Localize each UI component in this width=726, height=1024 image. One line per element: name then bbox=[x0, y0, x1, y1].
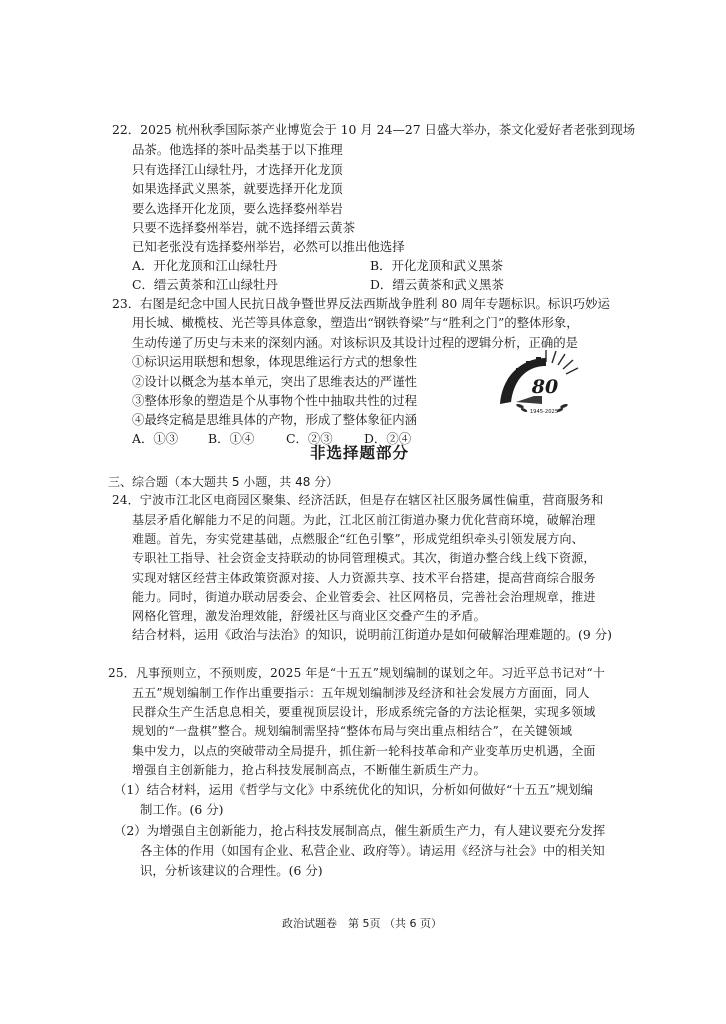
section-title: 非选择题部分 bbox=[310, 444, 410, 462]
q23-stem-line3: 生动传递了历史与未来的深刻内涵。对该标识及其设计过程的逻辑分析，正确的是 bbox=[132, 335, 579, 350]
q24-material-line5: 实现对辖区经营主体政策资源对接、人力资源共享、技术平台搭建，提高营商综合服务 bbox=[132, 571, 596, 585]
page-footer: 政治试题卷 第 5页 （共 6 页） bbox=[282, 917, 442, 930]
q23-stem-line1: 23．右图是纪念中国人民抗日战争暨世界反法西斯战争胜利 80 周年专题标识。标识巧妙运 bbox=[112, 296, 610, 311]
q24-material-line7: 网格化管理，激发治理效能，舒缓社区与商业区交叠产生的矛盾。 bbox=[132, 609, 486, 623]
q25-sub2-line2: 各主体的作用（如国有企业、私营企业、政府等）。请运用《经济与社会》中的相关知 bbox=[140, 843, 605, 858]
q24-material-line3: 难题。首先，夯实党建基础，点燃服企“红色引擎”，形成党组织牵头引领发展方向、 bbox=[132, 532, 584, 546]
q22-premise-4: 只要不选择婺州举岩，就不选择缙云黄茶 bbox=[132, 220, 356, 235]
q22-premise-2: 如果选择武义黑茶，就要选择开化龙顶 bbox=[132, 181, 343, 196]
q24-material-line4: 专职社工指导、社会资金支持联动的协同管理模式。其次，街道办整合线上线下资源， bbox=[132, 551, 596, 565]
q22-stem-line2: 品茶。他选择的茶叶品类基于以下推理 bbox=[132, 142, 343, 157]
q22-option-b: B．开化龙顶和武义黑茶 bbox=[370, 258, 504, 273]
q23-statement-1: ①标识运用联想和想象，体现思维运行方式的想象性 bbox=[132, 354, 417, 369]
q24-material-line6: 能力。同时，街道办联动居委会、企业管委会、社区网格员，完善社会治理规章，推进 bbox=[132, 590, 596, 604]
q25-material-line3: 民群众生产生活息息相关，要重视顶层设计，形成系统完备的方法论框架，实现多领域 bbox=[132, 705, 596, 719]
section-3-heading: 三、综合题（本大题共 5 小题，共 48 分） bbox=[108, 475, 339, 489]
q22-premise-3: 要么选择开化龙顶，要么选择婺州举岩 bbox=[132, 201, 343, 216]
victory-80-emblem bbox=[494, 344, 590, 420]
q25-material-line4: 规划的“一盘棋”整合。规划编制需坚持“整体布局与突出重点相结合”，在关键领域 bbox=[132, 724, 573, 738]
q23-option-b: B．①④ bbox=[208, 431, 255, 446]
q22-question: 已知老张没有选择婺州举岩，必然可以推出他选择 bbox=[132, 239, 405, 254]
q25-material-line5: 集中发力，以点的突破带动全局提升，抓住新一轮科技革命和产业变革历史机遇，全面 bbox=[132, 744, 596, 758]
q23-stem-line2: 用长城、橄榄枝、光芒等具体意象，塑造出“钢铁脊梁”与“胜利之门”的整体形象， bbox=[132, 315, 579, 330]
q25-sub1-line1: （1）结合材料，运用《哲学与文化》中系统优化的知识，分析如何做好“十五五”规划编 bbox=[114, 782, 594, 797]
q25-sub2-line3: 识，分析该建议的合理性。(6 分) bbox=[140, 863, 323, 878]
q23-statement-3: ③整体形象的塑造是个从事物个性中抽取共性的过程 bbox=[132, 393, 417, 408]
emblem-rays-icon bbox=[546, 350, 578, 374]
q23-statement-2: ②设计以概念为基本单元，突出了思维表达的严谨性 bbox=[132, 374, 417, 389]
q22-option-c: C．缙云黄茶和江山绿牡丹 bbox=[132, 277, 278, 292]
q25-material-line2: 五五”规划编制工作作出重要指示：五年规划编制涉及经济和社会发展方方面面，同人 bbox=[132, 686, 590, 700]
q22-stem-line1: 22．2025 杭州秋季国际茶产业博览会于 10 月 24—27 日盛大举办，茶文化爱好者老张到现场 bbox=[112, 122, 636, 137]
q23-option-a: A．①③ bbox=[132, 431, 179, 446]
emblem-years: 1945-2025 bbox=[529, 409, 559, 415]
q23-option-c: C．②③ bbox=[286, 431, 333, 446]
q25-sub2-line1: （2）为增强自主创新能力，抢占科技发展制高点，催生新质生产力，有人建议要充分发挥 bbox=[114, 823, 606, 838]
emblem-number: 80 bbox=[531, 376, 559, 398]
q25-material-line1: 25．凡事预则立，不预则废，2025 年是“十五五”规划编制的谋划之年。习近平总书记对“十 bbox=[108, 666, 606, 680]
q22-option-d: D．缙云黄茶和武义黑茶 bbox=[370, 277, 504, 292]
q24-material-line1: 24．宁波市江北区电商园区聚集、经济活跃，但是存在辖区社区服务属性偏重，营商服务和 bbox=[112, 493, 604, 507]
q24-material-line2: 基层矛盾化解能力不足的问题。为此，江北区前江街道办聚力优化营商环境，破解治理 bbox=[132, 513, 596, 527]
q25-material-line6: 增强自主创新能力，抢占科技发展制高点，不断催生新质生产力。 bbox=[132, 763, 486, 777]
q24-question: 结合材料，运用《政治与法治》的知识，说明前江街道办是如何破解治理难题的。(9 分) bbox=[132, 627, 612, 642]
q25-sub1-line2: 制工作。(6 分) bbox=[140, 802, 224, 817]
q23-statement-4: ④最终定稿是思维具体的产物，形成了整体象征内涵 bbox=[132, 412, 417, 427]
q22-option-a: A．开化龙顶和江山绿牡丹 bbox=[132, 258, 278, 273]
q23-option-d: D．②④ bbox=[364, 431, 412, 446]
q22-premise-1: 只有选择江山绿牡丹，才选择开化龙顶 bbox=[132, 162, 343, 177]
